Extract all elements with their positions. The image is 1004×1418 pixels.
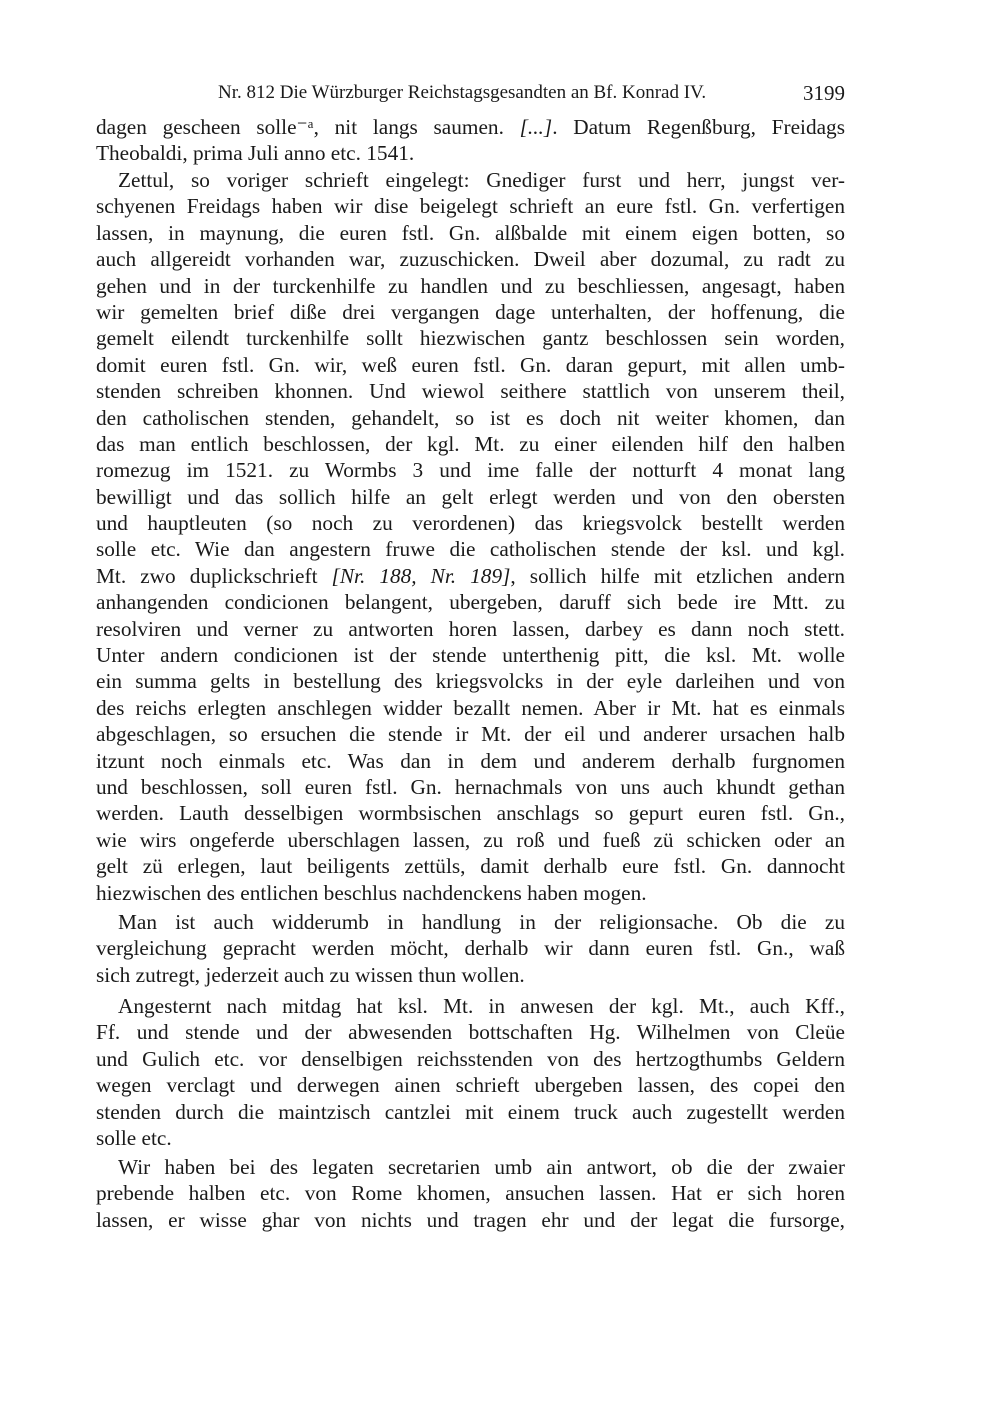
text-line: solle etc. Wie dan angestern fruwe die catholischen stende der ksl. und kgl.	[96, 537, 845, 562]
text-line: lassen, er wisse ghar von nichts und tragen ehr und der legat die fursorge,	[96, 1207, 845, 1232]
text-line: prebende halben etc. von Rome khomen, ansuchen lassen. Hat er sich horen	[96, 1181, 845, 1206]
paragraph	[96, 1154, 845, 1233]
text-line: Ff. und stende und der abwesenden bottschaften Hg. Wilhelmen von Cleüe	[96, 1020, 845, 1045]
text-line: solle etc.	[96, 1125, 172, 1150]
text-line: gelt zü erlegen, laut beiligents zettüls, damit derhalb eure fstl. Gn. dannocht	[96, 854, 845, 879]
text-line: des reichs erlegten anschlegen widder bezallt nemen. Aber ir Mt. hat es einmals	[96, 695, 845, 720]
text-line: stenden schreiben khonnen. Und wiewol seithere stattlich von unserem theil,	[96, 379, 845, 404]
text-line: und beschlossen, soll euren fstl. Gn. hernachmals von uns auch khundt gethan	[96, 774, 845, 799]
text-line: bewilligt und das sollich hilfe an gelt erlegt werden und von den obersten	[96, 484, 845, 509]
paragraph	[96, 909, 845, 988]
text-line: werden. Lauth desselbigen wormbsischen anschlags so gepurt euren fstl. Gn.,	[96, 801, 845, 826]
text-line: anhangenden condicionen belangent, ubergeben, daruff sich bede ire Mtt. zu	[96, 590, 845, 615]
page-number: 3199	[803, 81, 845, 105]
text-line: gehen und in der turckenhilfe zu handlen und zu beschliessen, angesagt, haben	[96, 273, 845, 298]
text-line: ein summa gelts in bestellung des kriegsvolcks in der eyle darleihen und von	[96, 669, 845, 694]
text-line: Unter andern condicionen ist der stende unterthenig pitt, die ksl. Mt. wolle	[96, 643, 845, 668]
text-line: domit euren fstl. Gn. wir, weß euren fstl. Gn. daran gepurt, mit allen umb-	[96, 352, 845, 377]
text-line: Mt. zwo duplickschrieft [Nr. 188, Nr. 189], sollich hilfe mit etzlichen andern	[96, 563, 845, 588]
text-line: Angesternt nach mitdag hat ksl. Mt. in anwesen der kgl. Mt., auch Kff.,	[118, 994, 845, 1018]
running-header: Nr. 812 Die Würzburger Reichstagsgesandten an Bf. Konrad IV.	[218, 82, 707, 103]
text-line: Zettul, so voriger schrieft eingelegt: Gnediger furst und herr, jungst ver-	[118, 168, 845, 192]
text-line: Theobaldi, prima Juli anno etc. 1541.	[96, 141, 415, 166]
text-line: schyenen Freidags haben wir dise beigelegt schrieft an eure fstl. Gn. verfertigen	[96, 194, 845, 219]
text-line: wir gemelten brief diße drei vergangen dage unterhalten, der hoffenung, die	[96, 299, 845, 324]
text-line: Man ist auch widderumb in handlung in der religionsache. Ob die zu	[118, 910, 845, 934]
text-line: itzunt noch einmals etc. Was dan in dem und anderem derhalb furgnomen	[96, 748, 845, 773]
text-line: dagen gescheen solle⁻ᵃ, nit langs saumen. [...]. Datum Regenßburg, Freidags	[96, 115, 845, 139]
text-line: auch allgereidt vorhanden war, zuzuschicken. Dweil aber dozumal, zu radt zu	[96, 247, 845, 272]
text-line: vergleichung gepracht werden möcht, derhalb wir dann euren fstl. Gn., waß	[96, 936, 845, 961]
paragraph	[96, 114, 845, 167]
paragraph	[96, 167, 845, 906]
text-line: lassen, in maynung, die euren fstl. Gn. alßbalde mit einem eigen botten, so	[96, 220, 845, 245]
text-line: wie wirs ongeferde uberschlagen lassen, zu roß und fueß zü schicken oder an	[96, 827, 845, 852]
text-line: resolviren und verner zu antworten horen lassen, darbey es dann noch stett.	[96, 616, 845, 641]
text-line: hiezwischen des entlichen beschlus nachdenckens haben mogen.	[96, 880, 647, 905]
paragraph	[96, 993, 845, 1151]
text-line: sich zutregt, jederzeit auch zu wissen thun wollen.	[96, 962, 525, 987]
text-line: romezug im 1521. zu Wormbs 3 und ime falle der notturft 4 monat lang	[96, 458, 845, 483]
text-line: und Gulich etc. vor denselbigen reichsstenden von des hertzogthumbs Geldern	[96, 1046, 845, 1071]
text-line: wegen verclagt und derwegen ainen schrieft ubergeben lassen, des copei den	[96, 1073, 845, 1098]
text-line: stenden durch die maintzisch cantzlei mit einem truck auch zugestellt werden	[96, 1099, 845, 1124]
text-line: Wir haben bei des legaten secretarien umb ain antwort, ob die der zwaier	[118, 1155, 845, 1179]
text-line: den catholischen stenden, gehandelt, so ist es doch nit weiter khomen, dan	[96, 405, 845, 430]
text-line: gemelt eilendt turckenhilfe sollt hiezwischen gantz beschlossen sein worden,	[96, 326, 845, 351]
text-line: und hauptleuten (so noch zu verordenen) das kriegsvolck bestellt werden	[96, 511, 845, 536]
text-line: das man entlich beschlossen, der kgl. Mt. zu einer eilenden hilf den halben	[96, 431, 845, 456]
text-line: abgeschlagen, so ersuchen die stende ir Mt. der eil und anderer ursachen halb	[96, 722, 845, 747]
